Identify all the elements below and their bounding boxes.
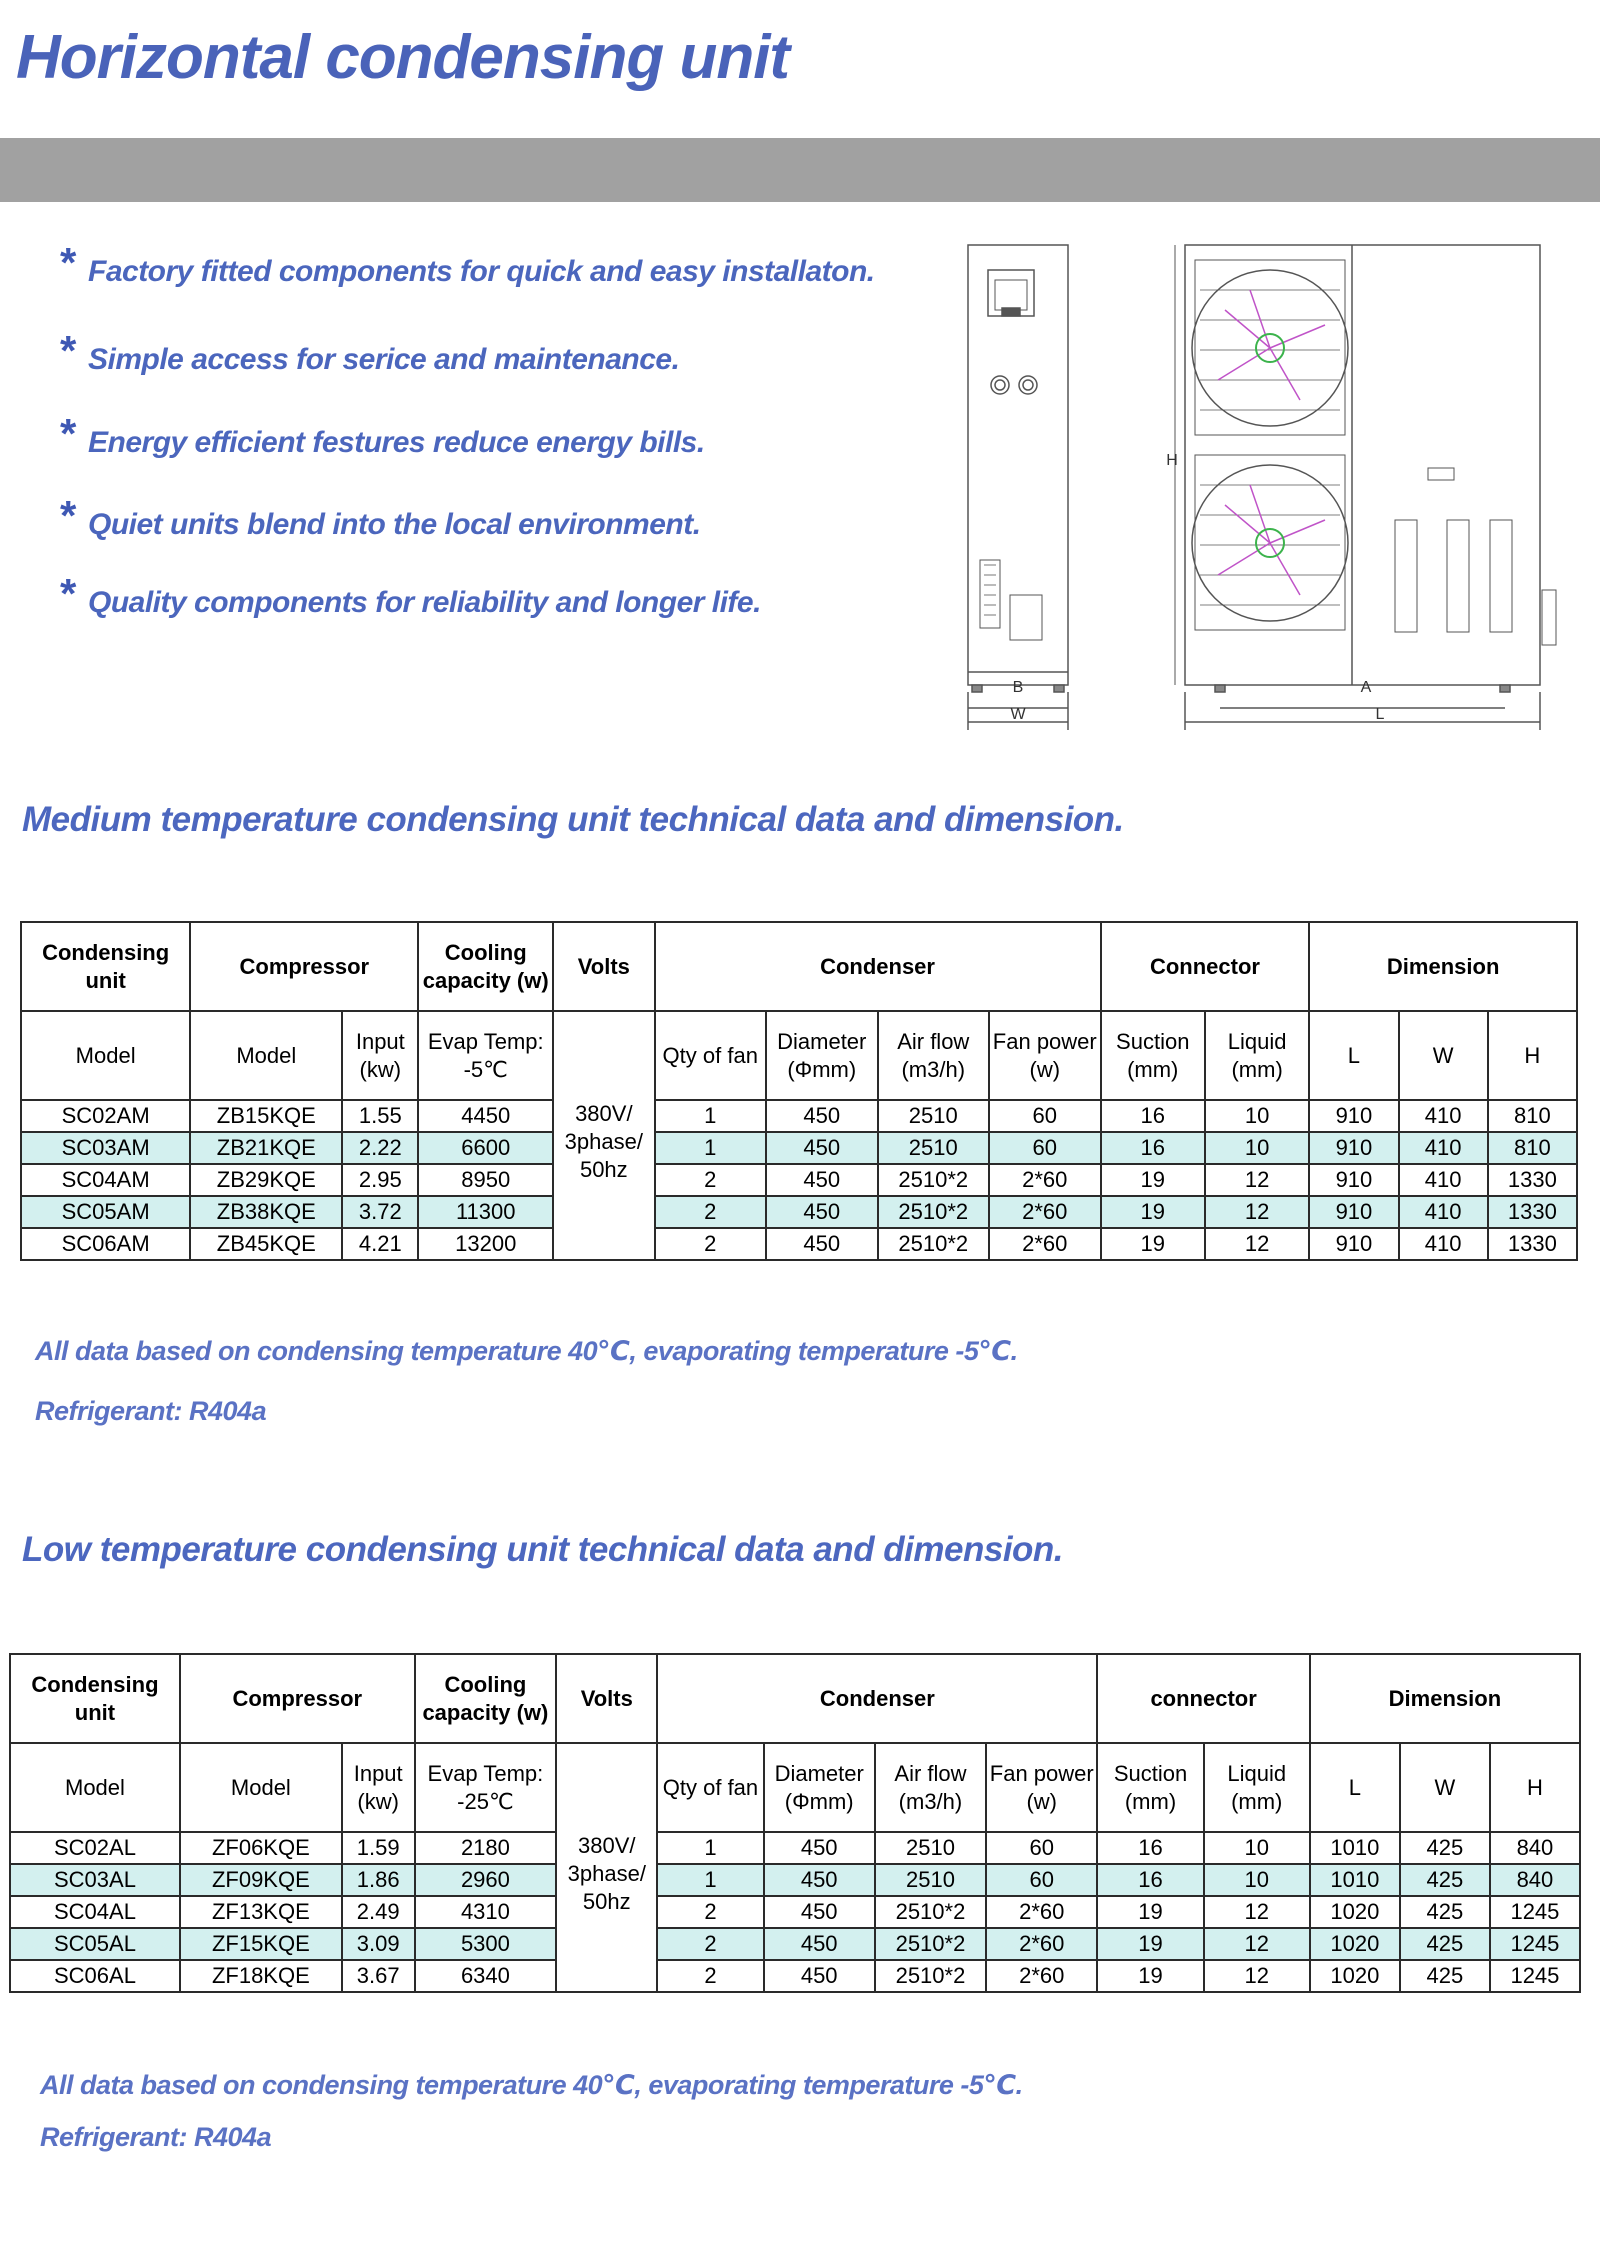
table-cell: 2.49	[342, 1896, 415, 1928]
table-cell: ZF13KQE	[180, 1896, 342, 1928]
table-cell: ZB21KQE	[190, 1132, 342, 1164]
volts-value: 380V/ 3phase/ 50hz	[553, 1100, 654, 1260]
table-cell: 60	[989, 1132, 1101, 1164]
table-row	[10, 1864, 1580, 1896]
table-cell: 910	[1309, 1100, 1398, 1132]
table-cell: 840	[1490, 1864, 1580, 1896]
table-cell: 1.59	[342, 1832, 415, 1864]
table-cell: 2510*2	[875, 1960, 986, 1992]
table-cell: 8950	[418, 1164, 553, 1196]
table-cell: 410	[1399, 1132, 1488, 1164]
table-cell: 19	[1101, 1196, 1205, 1228]
subheader-input: Input (kw)	[342, 1743, 415, 1832]
table-row	[21, 1100, 1577, 1132]
table-cell: ZF18KQE	[180, 1960, 342, 1992]
table-cell: 1245	[1490, 1960, 1580, 1992]
table-cell: 12	[1204, 1960, 1310, 1992]
subheader-l: L	[1309, 1011, 1398, 1100]
subheader-w: W	[1400, 1743, 1490, 1832]
table-cell: 2510	[878, 1132, 990, 1164]
table-cell: 16	[1101, 1132, 1205, 1164]
table-cell: 2960	[415, 1864, 557, 1896]
table-cell: ZB15KQE	[190, 1100, 342, 1132]
table-cell: 5300	[415, 1928, 557, 1960]
subheader-air-flow: Air flow (m3/h)	[875, 1743, 986, 1832]
table-cell: 910	[1309, 1196, 1398, 1228]
table-row	[21, 1228, 1577, 1260]
dim-label-l: L	[1375, 706, 1385, 723]
table-cell: 10	[1204, 1832, 1310, 1864]
volts-blank	[553, 1011, 654, 1100]
table-cell: 2	[657, 1896, 763, 1928]
asterisk-icon: *	[60, 570, 76, 617]
table-cell: 1.55	[342, 1100, 418, 1132]
table-cell: 1	[655, 1100, 767, 1132]
table-cell: 810	[1488, 1132, 1577, 1164]
header-volts: Volts	[553, 922, 654, 1011]
header-bar	[0, 138, 1600, 202]
table-cell: 16	[1101, 1100, 1205, 1132]
table-cell: 910	[1309, 1164, 1398, 1196]
table-cell: SC03AM	[21, 1132, 190, 1164]
medium-note-conditions: All data based on condensing temperature 40℃, evaporating temperature -5℃.	[35, 1336, 1018, 1366]
table-cell: 2510*2	[875, 1896, 986, 1928]
table-cell: 12	[1205, 1228, 1309, 1260]
subheader-air-flow: Air flow (m3/h)	[878, 1011, 990, 1100]
table-cell: 2*60	[986, 1896, 1097, 1928]
table-cell: 2510	[875, 1832, 986, 1864]
table-cell: 2	[655, 1196, 767, 1228]
table-cell: 2510*2	[878, 1196, 990, 1228]
table-cell: 450	[766, 1164, 878, 1196]
subheader-diameter: Diameter (Φmm)	[764, 1743, 875, 1832]
table-cell: 13200	[418, 1228, 553, 1260]
table-cell: 2*60	[986, 1928, 1097, 1960]
table-cell: 11300	[418, 1196, 553, 1228]
table-cell: 19	[1097, 1896, 1203, 1928]
low-note-refrigerant: Refrigerant: R404a	[40, 2122, 272, 2152]
table-cell: 450	[764, 1832, 875, 1864]
table-cell: 450	[766, 1196, 878, 1228]
table-cell: 425	[1400, 1864, 1490, 1896]
table-cell: SC04AM	[21, 1164, 190, 1196]
table-cell: 450	[766, 1228, 878, 1260]
table-cell: 1020	[1310, 1960, 1400, 1992]
table-cell: 2	[655, 1228, 767, 1260]
subheader-h: H	[1488, 1011, 1577, 1100]
table-cell: 60	[989, 1100, 1101, 1132]
table-cell: 19	[1097, 1960, 1203, 1992]
asterisk-icon: *	[60, 327, 76, 374]
header-condenser: Condenser	[657, 1654, 1097, 1743]
table-row	[10, 1896, 1580, 1928]
table-cell: 2510*2	[875, 1928, 986, 1960]
table-cell: ZF06KQE	[180, 1832, 342, 1864]
subheader-evap-temp: Evap Temp: -5℃	[418, 1011, 553, 1100]
table-cell: 1.86	[342, 1864, 415, 1896]
table-cell: 2*60	[989, 1164, 1101, 1196]
table-cell: 60	[986, 1832, 1097, 1864]
table-cell: 1010	[1310, 1864, 1400, 1896]
header-dimension: Dimension	[1310, 1654, 1580, 1743]
table-cell: 1330	[1488, 1164, 1577, 1196]
subheader-suction: Suction (mm)	[1097, 1743, 1203, 1832]
table-cell: ZB38KQE	[190, 1196, 342, 1228]
table-cell: 16	[1097, 1832, 1203, 1864]
header-connector: Connector	[1101, 922, 1310, 1011]
table-cell: 6600	[418, 1132, 553, 1164]
header-connector: connector	[1097, 1654, 1309, 1743]
table-cell: 410	[1399, 1164, 1488, 1196]
table-cell: 2	[657, 1928, 763, 1960]
subheader-liquid: Liquid (mm)	[1204, 1743, 1310, 1832]
front-view-outline	[1185, 245, 1540, 685]
asterisk-icon: *	[60, 492, 76, 539]
table-cell: 410	[1399, 1196, 1488, 1228]
table-cell: 12	[1205, 1164, 1309, 1196]
table-cell: 2	[655, 1164, 767, 1196]
table-cell: 810	[1488, 1100, 1577, 1132]
subheader-qty-fan: Qty of fan	[657, 1743, 763, 1832]
dim-label-a: A	[1360, 679, 1372, 696]
table-cell: 1245	[1490, 1896, 1580, 1928]
table-row	[10, 1960, 1580, 1992]
table-cell: SC06AM	[21, 1228, 190, 1260]
table-cell: 3.72	[342, 1196, 418, 1228]
subheader-compressor-model: Model	[190, 1011, 342, 1100]
medium-note-refrigerant: Refrigerant: R404a	[35, 1396, 267, 1426]
table-row	[10, 1832, 1580, 1864]
table-cell: SC06AL	[10, 1960, 180, 1992]
subheader-model: Model	[10, 1743, 180, 1832]
table-cell: SC02AM	[21, 1100, 190, 1132]
table-cell: ZB29KQE	[190, 1164, 342, 1196]
subheader-diameter: Diameter (Φmm)	[766, 1011, 878, 1100]
table-cell: 425	[1400, 1928, 1490, 1960]
table-cell: 2*60	[989, 1196, 1101, 1228]
header-condensing-unit: Condensing unit	[10, 1654, 180, 1743]
table-cell: 3.67	[342, 1960, 415, 1992]
table-cell: 1	[657, 1864, 763, 1896]
subheader-input: Input (kw)	[342, 1011, 418, 1100]
volts-value: 380V/ 3phase/ 50hz	[556, 1832, 657, 1992]
subheader-suction: Suction (mm)	[1101, 1011, 1205, 1100]
subheader-fan-power: Fan power (w)	[989, 1011, 1101, 1100]
table-cell: 1	[655, 1132, 767, 1164]
table-cell: ZF15KQE	[180, 1928, 342, 1960]
table-cell: 840	[1490, 1832, 1580, 1864]
table-cell: SC03AL	[10, 1864, 180, 1896]
table-cell: SC05AL	[10, 1928, 180, 1960]
table-cell: 1	[657, 1832, 763, 1864]
table-cell: 2.95	[342, 1164, 418, 1196]
subheader-l: L	[1310, 1743, 1400, 1832]
table-cell: 910	[1309, 1132, 1398, 1164]
table-cell: 12	[1205, 1196, 1309, 1228]
table-cell: 1020	[1310, 1928, 1400, 1960]
table-cell: 4450	[418, 1100, 553, 1132]
table-cell: 910	[1309, 1228, 1398, 1260]
table-row	[10, 1928, 1580, 1960]
table-cell: 450	[766, 1132, 878, 1164]
table-row	[21, 1164, 1577, 1196]
table-cell: 450	[766, 1100, 878, 1132]
subheader-h: H	[1490, 1743, 1580, 1832]
table-cell: 1330	[1488, 1228, 1577, 1260]
table-cell: 2510*2	[878, 1164, 990, 1196]
table-cell: 12	[1204, 1896, 1310, 1928]
subheader-model: Model	[21, 1011, 190, 1100]
table-cell: 425	[1400, 1896, 1490, 1928]
low-spec-table	[9, 1653, 1581, 1993]
medium-spec-table	[20, 921, 1578, 1261]
table-cell: 450	[764, 1864, 875, 1896]
header-volts: Volts	[556, 1654, 657, 1743]
table-cell: 19	[1101, 1164, 1205, 1196]
table-cell: 16	[1097, 1864, 1203, 1896]
low-note-conditions: All data based on condensing temperature 40℃, evaporating temperature -5℃.	[40, 2070, 1023, 2100]
table-cell: ZF09KQE	[180, 1864, 342, 1896]
table-cell: 6340	[415, 1960, 557, 1992]
subheader-liquid: Liquid (mm)	[1205, 1011, 1309, 1100]
header-compressor: Compressor	[190, 922, 418, 1011]
header-condensing-unit: Condensing unit	[21, 922, 190, 1011]
page-title: Horizontal condensing unit	[16, 23, 790, 92]
table-cell: 2*60	[986, 1960, 1097, 1992]
table-cell: 3.09	[342, 1928, 415, 1960]
subheader-qty-fan: Qty of fan	[655, 1011, 767, 1100]
table-cell: 2*60	[989, 1228, 1101, 1260]
table-cell: 2	[657, 1960, 763, 1992]
table-cell: 450	[764, 1928, 875, 1960]
table-cell: 425	[1400, 1832, 1490, 1864]
header-cooling-capacity: Cooling capacity (w)	[415, 1654, 557, 1743]
table-cell: 19	[1097, 1928, 1203, 1960]
table-cell: 10	[1205, 1132, 1309, 1164]
table-cell: 425	[1400, 1960, 1490, 1992]
subheader-compressor-model: Model	[180, 1743, 342, 1832]
dim-label-b: B	[1012, 679, 1024, 696]
table-cell: 19	[1101, 1228, 1205, 1260]
table-cell: 1020	[1310, 1896, 1400, 1928]
header-compressor: Compressor	[180, 1654, 415, 1743]
table-cell: SC04AL	[10, 1896, 180, 1928]
table-cell: 1010	[1310, 1832, 1400, 1864]
table-cell: SC05AM	[21, 1196, 190, 1228]
table-cell: 2510*2	[878, 1228, 990, 1260]
medium-section-heading: Medium temperature condensing unit technical data and dimension.	[22, 800, 1124, 839]
volts-blank	[556, 1743, 657, 1832]
unit-drawing	[950, 230, 1570, 730]
subheader-evap-temp: Evap Temp: -25℃	[415, 1743, 557, 1832]
table-cell: 1245	[1490, 1928, 1580, 1960]
subheader-w: W	[1399, 1011, 1488, 1100]
table-cell: 4310	[415, 1896, 557, 1928]
table-cell: 4.21	[342, 1228, 418, 1260]
asterisk-icon: *	[60, 239, 76, 286]
dim-label-w: W	[1010, 706, 1026, 723]
table-cell: 1330	[1488, 1196, 1577, 1228]
dim-label-h: H	[1166, 452, 1178, 469]
table-cell: ZB45KQE	[190, 1228, 342, 1260]
table-cell: SC02AL	[10, 1832, 180, 1864]
subheader-fan-power: Fan power (w)	[986, 1743, 1097, 1832]
table-row	[21, 1196, 1577, 1228]
table-cell: 410	[1399, 1100, 1488, 1132]
table-cell: 12	[1204, 1928, 1310, 1960]
low-section-heading: Low temperature condensing unit technical data and dimension.	[22, 1530, 1064, 1569]
table-cell: 2510	[875, 1864, 986, 1896]
header-dimension: Dimension	[1309, 922, 1577, 1011]
asterisk-icon: *	[60, 410, 76, 457]
table-cell: 450	[764, 1960, 875, 1992]
table-cell: 410	[1399, 1228, 1488, 1260]
table-cell: 10	[1205, 1100, 1309, 1132]
table-row	[21, 1132, 1577, 1164]
table-cell: 2180	[415, 1832, 557, 1864]
header-condenser: Condenser	[655, 922, 1101, 1011]
table-cell: 10	[1204, 1864, 1310, 1896]
table-cell: 60	[986, 1864, 1097, 1896]
table-cell: 2.22	[342, 1132, 418, 1164]
header-cooling-capacity: Cooling capacity (w)	[418, 922, 553, 1011]
table-cell: 450	[764, 1896, 875, 1928]
table-cell: 2510	[878, 1100, 990, 1132]
